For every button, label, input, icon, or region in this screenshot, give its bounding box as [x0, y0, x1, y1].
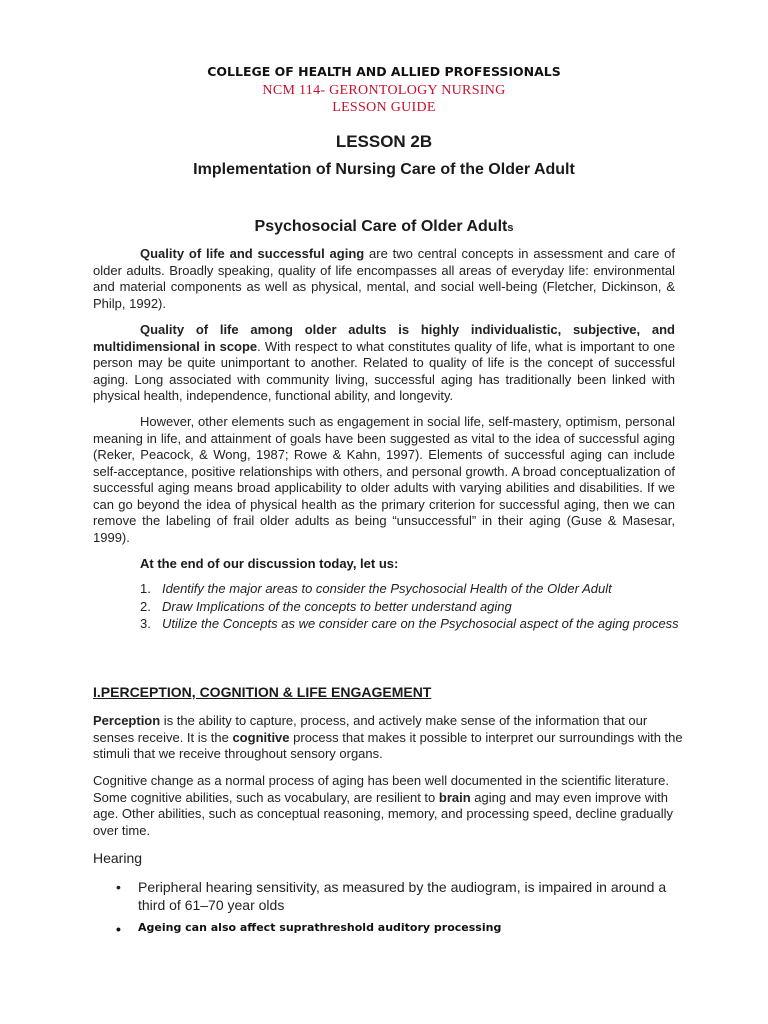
perception-paragraph [93, 713, 683, 763]
perception-term: Perception [93, 713, 161, 728]
objective-number: 2. [140, 598, 151, 614]
hearing-bullet-text: Peripheral hearing sensitivity, as measured by the audiogram, is impaired in around a third of 61–70 year olds [138, 879, 667, 913]
section-title-suffix: s [507, 222, 514, 234]
cognitive-change-paragraph [93, 773, 683, 839]
intro-paragraph-2 [93, 322, 675, 405]
objective-item [140, 581, 680, 598]
objective-number: 3. [140, 616, 151, 631]
hearing-bullet [113, 878, 673, 914]
bullet-icon: • [116, 921, 121, 937]
cognitive-text-a: Cognitive change as a normal process of aging has been well documented in the scientific literature. Some cognitive abilities, such as vocabulary, are resilient to [93, 773, 669, 805]
objective-text: Identify the major areas to consider the Psychosocial Health of the Older Adult [162, 581, 612, 596]
section-title [0, 218, 768, 236]
section-title-main: Psychosocial Care of Older Adult [254, 218, 508, 235]
lesson-number: LESSON 2B [335, 132, 433, 151]
objective-text: Utilize the Concepts as we consider care on the Psychosocial aspect of the aging process [162, 616, 679, 631]
intro-p2-bold: Quality of life among older adults is highly individualistic, subjective, and multidimensional in scope [93, 322, 675, 354]
objective-item [140, 599, 680, 616]
intro-p1-text: are two central concepts in assessment and care of older adults. Broadly speaking, quality of life encompasses all areas of everyday life: environmental and material components as well as physical, mental, and social well-being (Fletcher, Dickinson, & Philp, 1992). [93, 246, 675, 311]
perception-text-b: process that makes it possible to interpret our surroundings with the stimuli that we receive throughout sensory organs. [93, 729, 683, 761]
objective-text: Draw Implications of the concepts to better understand aging [162, 598, 512, 614]
intro-paragraph-3: However, other elements such as engagement in social life, self-mastery, optimism, personal meaning in life, and attainment of goals have been suggested as vital to the idea of successful aging (Reker, Peacock, & Wong, 1987; Rowe & Kahn, 1997). Elements of successful aging can include self-acceptance, positive relationships with others, and personal growth. A broad conceptualization of successful aging means broad applicability to older adults with varying abilities and disabilities. If we can go beyond the idea of physical health as the primary criterion for successful aging, then we can remove the labeling of frail older adults as being “unsuccessful” in their aging (Guse & Masesar, 1999). [93, 414, 675, 545]
perception-text-a: is the ability to capture, process, and actively make sense of the information that our senses receive. It is the [93, 713, 648, 745]
guide-label: LESSON GUIDE [332, 100, 436, 115]
intro-paragraph-1 [93, 246, 675, 312]
cognitive-text-b: aging and may even improve with age. Other abilities, such as conceptual reasoning, memory, and processing speed, decline gradually over time. [93, 789, 674, 838]
hearing-bullet-list [113, 878, 673, 937]
objective-item [140, 616, 680, 633]
college-name: COLLEGE OF HEALTH AND ALLIED PROFESSIONALS [207, 64, 561, 79]
course-header [0, 82, 768, 116]
hearing-bullet-text: Ageing can also affect suprathreshold auditory processing [138, 921, 502, 934]
intro-p2-text: . With respect to what constitutes quality of life, what is important to one person may be quite unimportant to another. Related to quality of life is the concept of successful aging. Long associated with community living, successful aging has traditionally been linked with physical health, independence, functional ability, and longevity. [93, 338, 675, 403]
cognitive-term: cognitive [232, 729, 290, 745]
section-1-heading: I.PERCEPTION, COGNITION & LIFE ENGAGEMENT [93, 684, 432, 700]
objectives-list [140, 581, 680, 634]
course-title: NCM 114- GERONTOLOGY NURSING [262, 83, 506, 98]
bullet-icon: • [116, 879, 121, 895]
hearing-heading: Hearing [93, 850, 143, 866]
lesson-title: Implementation of Nursing Care of the Older Adult [193, 161, 575, 178]
objective-number: 1. [140, 581, 151, 596]
objectives-heading: At the end of our discussion today, let us: [140, 556, 399, 571]
hearing-bullet [113, 921, 673, 937]
brain-term: brain [438, 789, 471, 805]
intro-p1-bold: Quality of life and successful aging [140, 246, 365, 261]
